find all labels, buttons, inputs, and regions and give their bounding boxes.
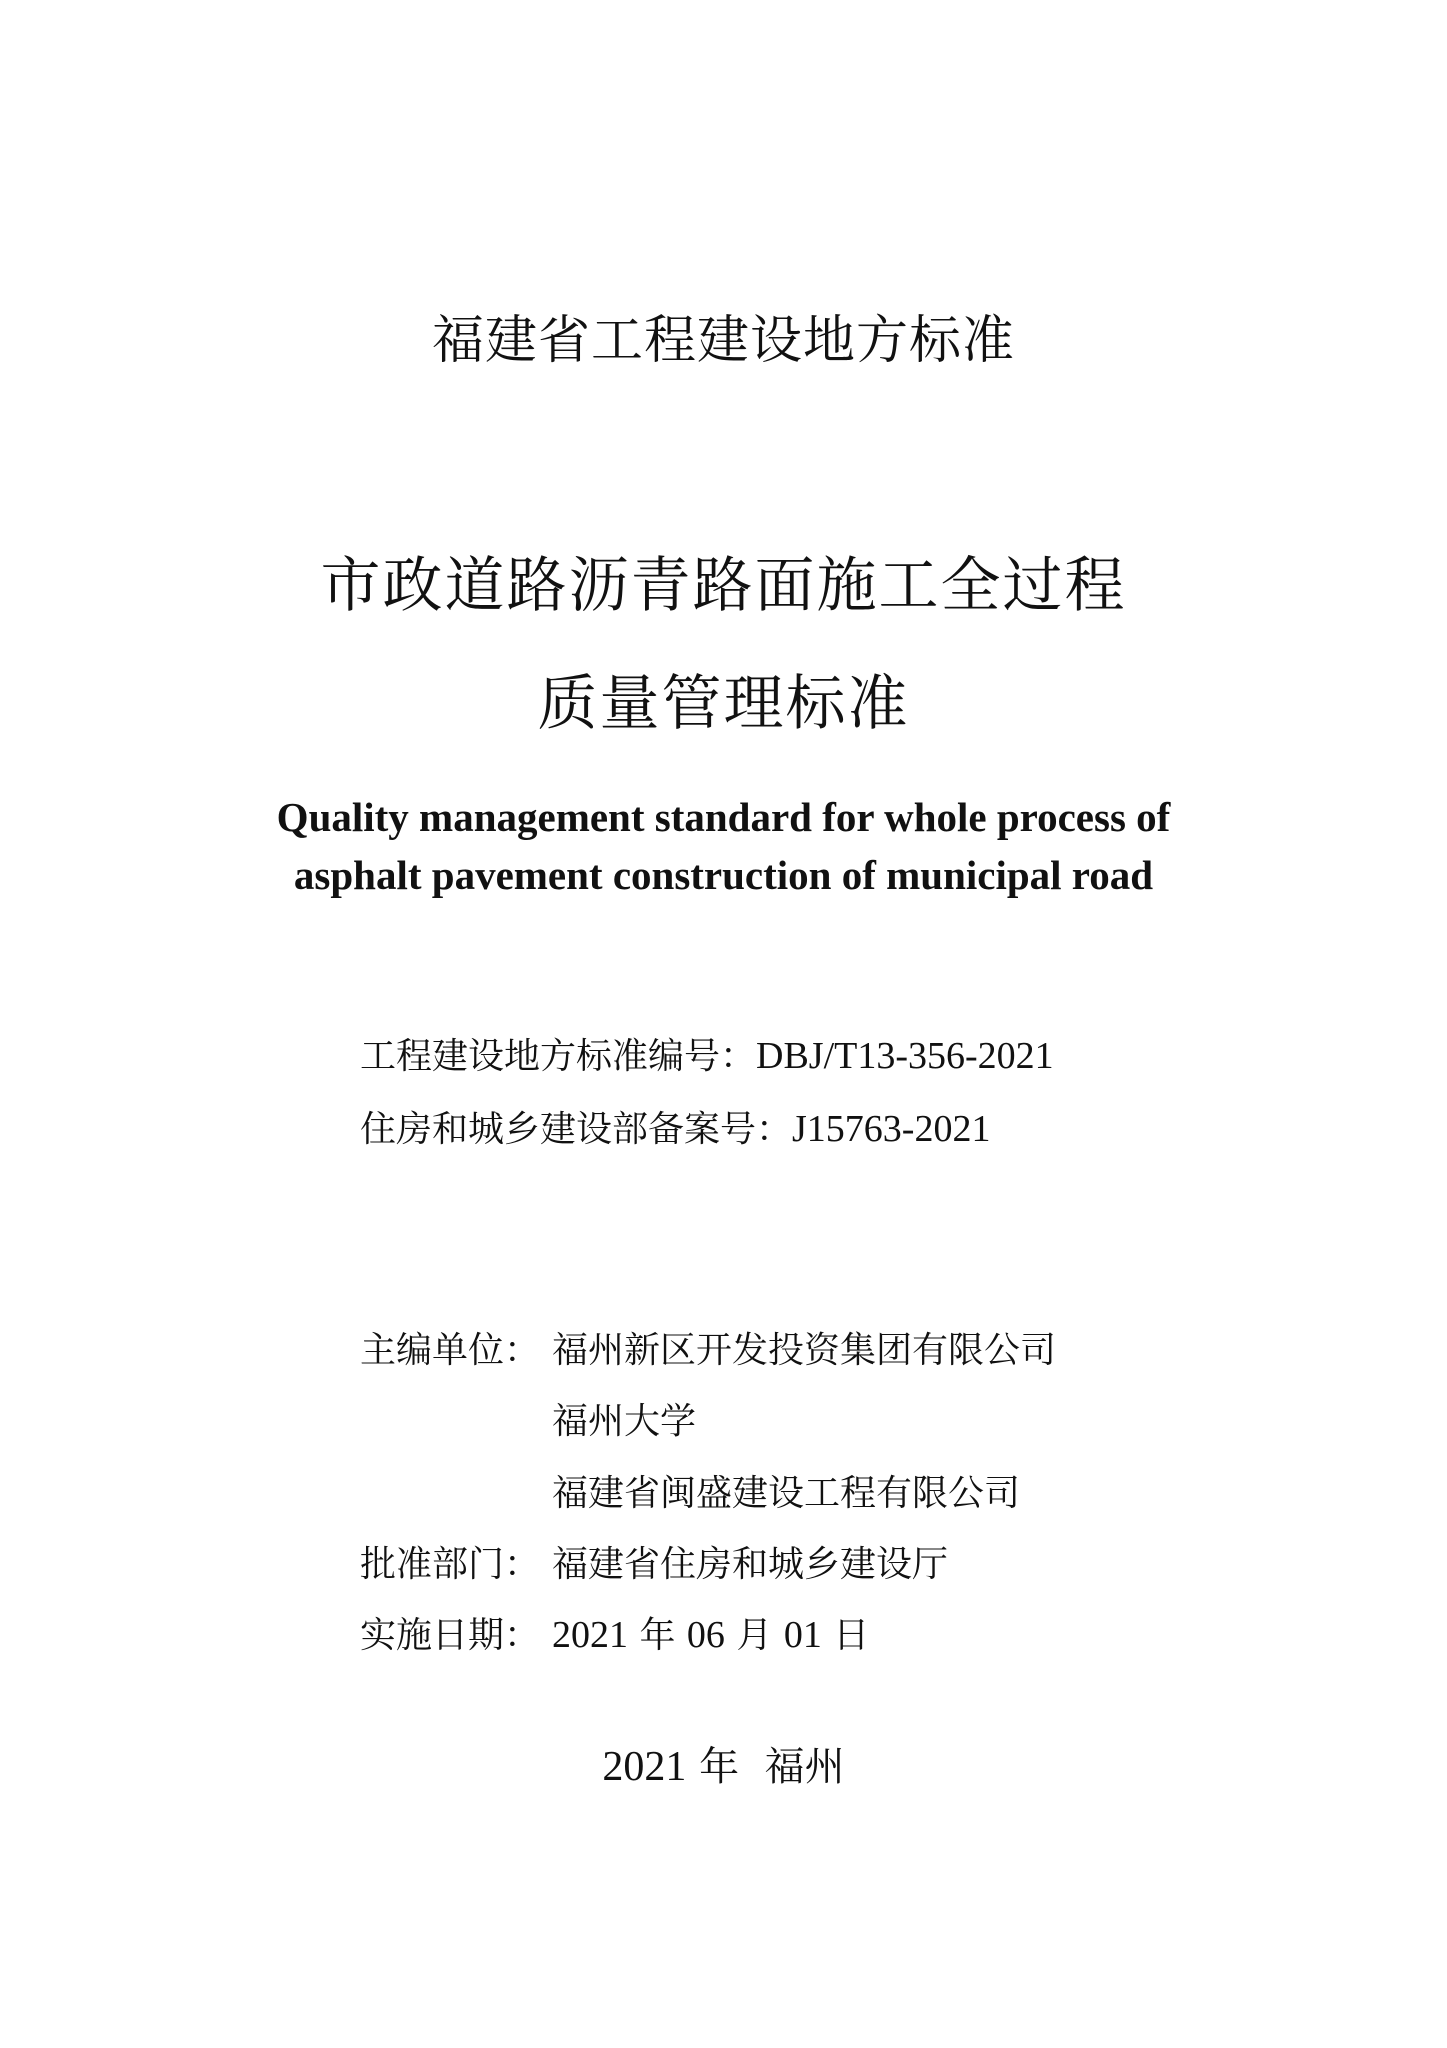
- effective-day-unit: 日: [833, 1615, 870, 1656]
- series-title: 福建省工程建设地方标准: [431, 311, 1015, 371]
- record-number-label: 住房和城乡建设部备案号：: [360, 1109, 793, 1150]
- standard-number: [360, 1028, 1054, 1079]
- effective-year: 2021: [552, 1614, 628, 1656]
- record-number: [360, 1101, 990, 1152]
- approval-label: 批准部门：: [360, 1544, 541, 1585]
- record-number-value: J15763-2021: [792, 1108, 991, 1150]
- english-title-line-1: Quality management standard for whole process of: [276, 794, 1171, 840]
- footer-city: 福州: [764, 1744, 845, 1790]
- chief-editor-unit: 福建省闽盛建设工程有限公司: [552, 1473, 1021, 1514]
- english-title-line-2: asphalt pavement construction of municipal road: [293, 852, 1154, 898]
- chief-editor-row: [360, 1465, 1020, 1516]
- effective-date-row: [360, 1607, 869, 1658]
- chief-editor-label: 主编单位：: [360, 1330, 541, 1371]
- effective-month-unit: 月: [736, 1615, 773, 1656]
- approval-row: [360, 1536, 948, 1587]
- effective-date-label: 实施日期：: [360, 1615, 541, 1656]
- chief-editor-row: [360, 1393, 696, 1444]
- standard-number-label: 工程建设地方标准编号：: [360, 1036, 757, 1077]
- effective-day: 01: [783, 1614, 822, 1656]
- standard-number-value: DBJ/T13-356-2021: [756, 1035, 1054, 1077]
- chief-editor-unit: 福州新区开发投资集团有限公司: [552, 1330, 1057, 1371]
- approval-value: 福建省住房和城乡建设厅: [552, 1544, 949, 1585]
- effective-month: 06: [686, 1614, 725, 1656]
- chief-editor-unit: 福州大学: [552, 1401, 697, 1442]
- effective-year-unit: 年: [639, 1615, 676, 1656]
- footer-year-unit: 年: [699, 1744, 740, 1790]
- chinese-title-line-2: 质量管理标准: [537, 669, 910, 739]
- footer-year-city: [0, 1735, 1447, 1792]
- chief-editor-row: [360, 1322, 1056, 1373]
- footer-year: 2021: [602, 1744, 687, 1790]
- effective-date-value: [552, 1607, 869, 1658]
- chinese-title-line-1: 市政道路沥青路面施工全过程: [320, 551, 1127, 621]
- english-title: [0, 788, 1447, 904]
